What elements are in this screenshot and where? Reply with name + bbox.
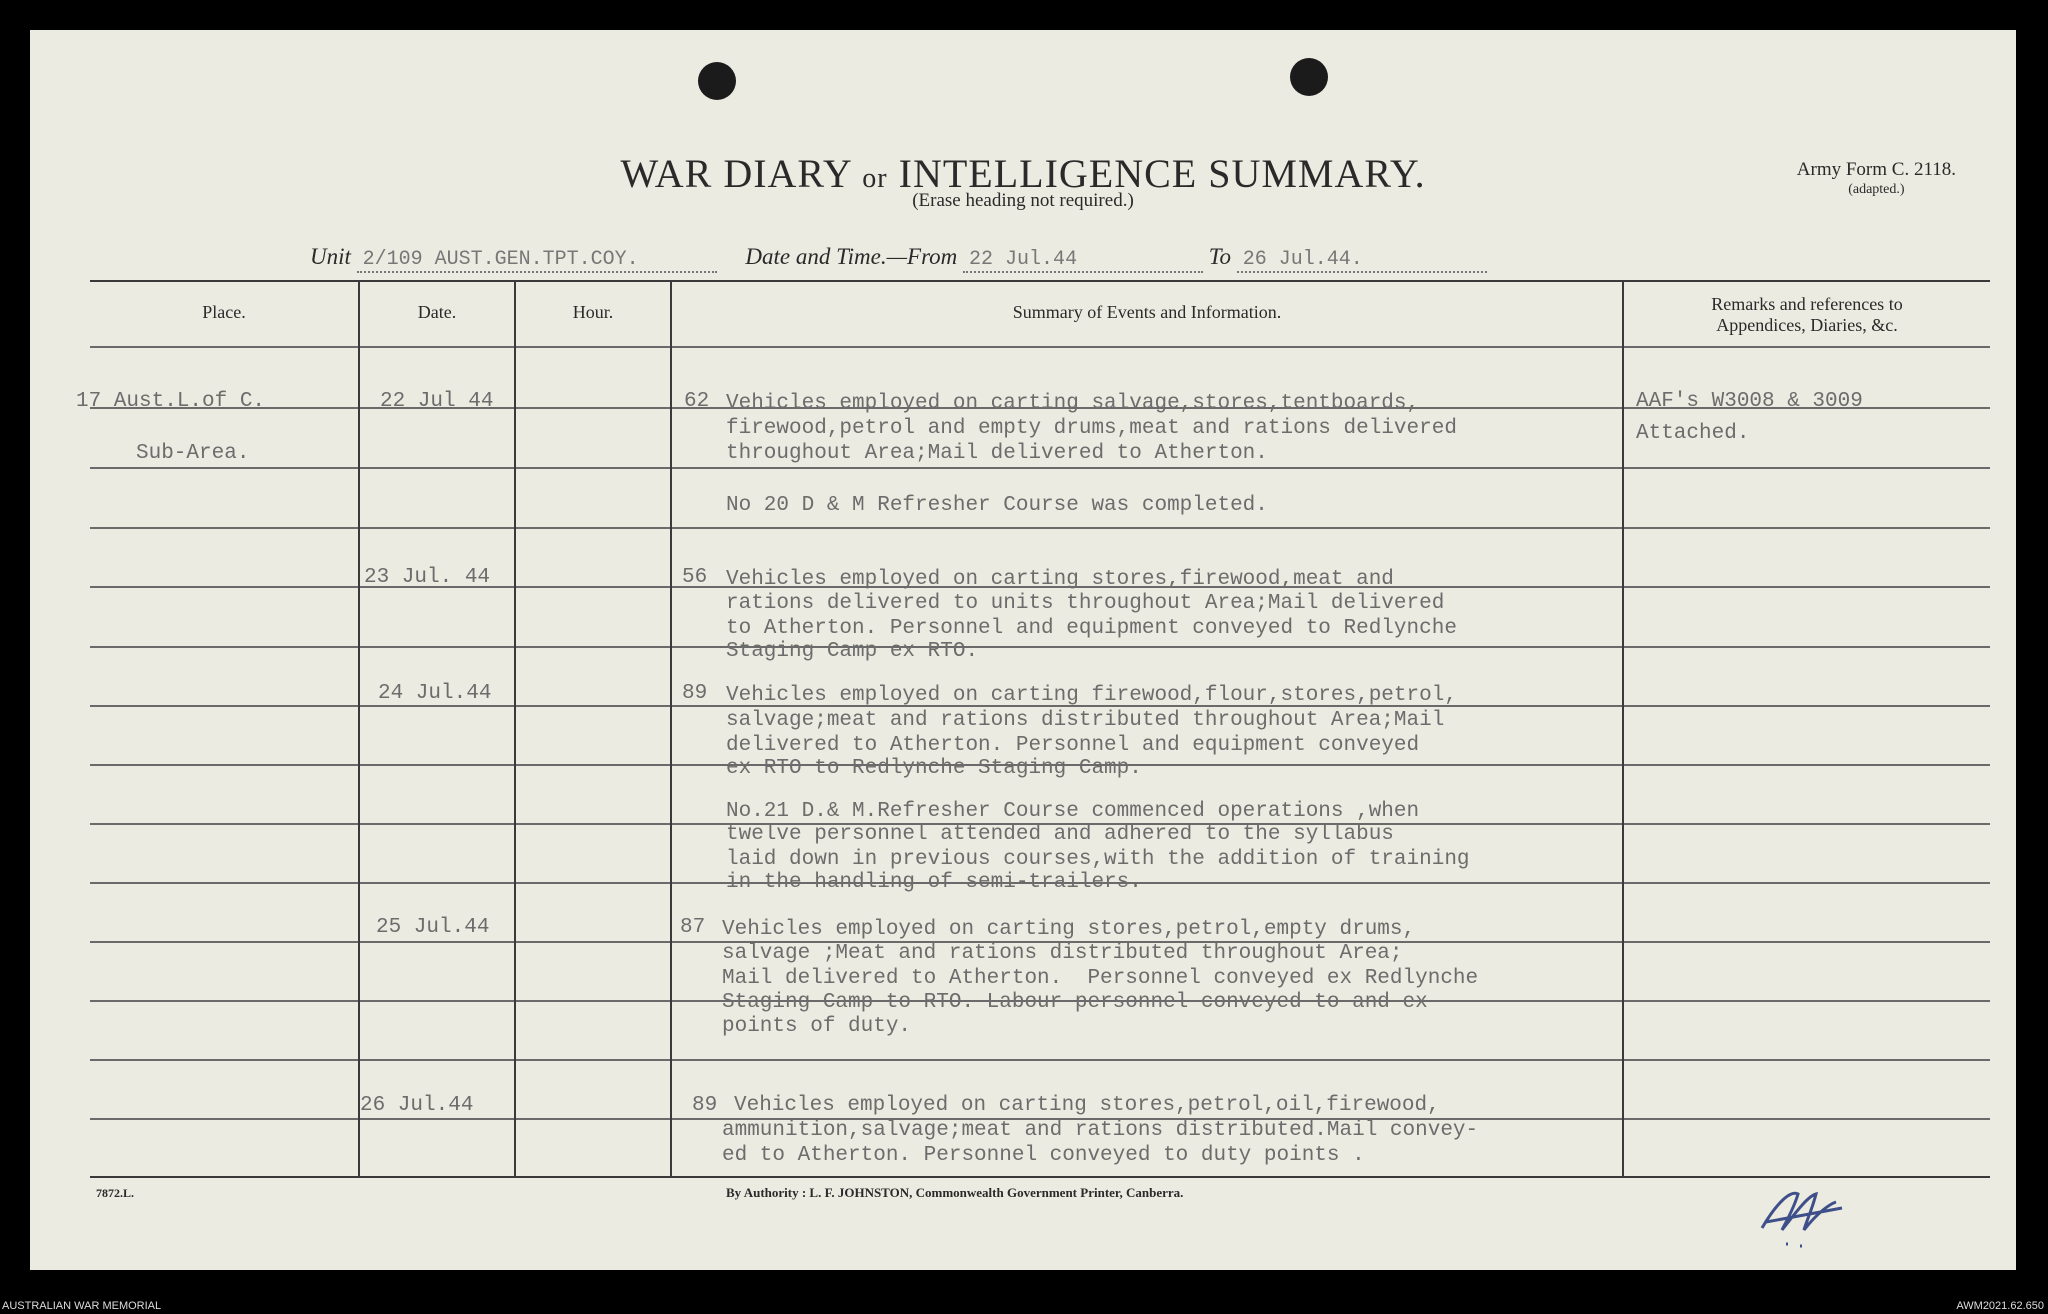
place-text: Sub-Area. [136,442,250,465]
vehicle-count: 87 [680,916,706,939]
entry-line: Vehicles employed on carting firewood,flour,stores,petrol, [726,684,1457,707]
entry-line: firewood,petrol and empty drums,meat and rations delivered [726,417,1457,440]
entry-line: ammunition,salvage;meat and rations distributed.Mail convey- [722,1119,1479,1142]
entry-line: salvage ;Meat and rations distributed throughout Area; [722,942,1403,965]
entry-line: salvage;meat and rations distributed throughout Area;Mail [726,709,1445,732]
diary-page [30,30,2016,1270]
column-rule [514,280,516,1176]
table-top-rule [90,280,1990,282]
date-text: 25 Jul.44 [376,916,490,939]
column-rule [358,280,360,1176]
column-rule [1622,280,1624,1176]
column-header-summary: Summary of Events and Information. [1012,302,1282,322]
row-rule [90,646,1990,648]
remarks-text: Attached. [1636,422,1750,445]
entry-line: points of duty. [722,1015,912,1038]
unit-value: 2/109 AUST.GEN.TPT.COY. [362,248,639,271]
entry-line: delivered to Atherton. Personnel and equipment conveyed [726,734,1420,757]
entry-line: twelve personnel attended and adhered to the syllabus [726,823,1394,846]
row-rule [90,527,1990,529]
entry-line: throughout Area;Mail delivered to Atherton. [726,442,1268,465]
entry-line: Staging Camp ex RTO. [726,640,979,663]
row-rule [90,1059,1990,1061]
vehicle-count: 62 [684,390,710,413]
remarks-text: AAF's W3008 & 3009 [1636,390,1863,413]
column-rule [670,280,672,1176]
table-bottom-rule [90,1176,1990,1178]
entry-line: No.21 D.& M.Refresher Course commenced operations ,when [726,800,1420,823]
entry-line: Vehicles employed on carting stores,petrol,empty drums, [722,918,1416,941]
signature-mark [1746,1164,1856,1256]
entry-line: Mail delivered to Atherton. Personnel conveyed ex Redlynche [722,967,1479,990]
unit-line: Unit 2/109 AUST.GEN.TPT.COY. Date and Time.—From 22 Jul.44 To 26 Jul.44. [310,244,1487,273]
entry-line: Staging Camp to RTO. Labour personnel conveyed to and ex [722,991,1428,1014]
vehicle-count: 56 [682,566,708,589]
form-code: 7872.L. [96,1186,135,1200]
date-text: 24 Jul.44 [378,682,492,705]
place-text: 17 Aust.L.of C. [76,390,266,413]
punch-hole [698,62,736,100]
entry-line: Vehicles employed on carting stores,firewood,meat and [726,568,1394,591]
column-header-date: Date. [417,302,457,322]
page-subtitle: (Erase heading not required.) [912,190,1134,211]
entry-line: No 20 D & M Refresher Course was completed. [726,494,1268,517]
column-header-place: Place. [202,302,246,322]
column-header-hour: Hour. [572,302,614,322]
entry-line: laid down in previous courses,with the addition of training [726,848,1470,871]
entry-line: ex RTO to Redlynche Staging Camp. [726,757,1142,780]
vehicle-count: 89 [692,1094,718,1117]
archive-id: AWM2021.62.650 [1956,1300,2044,1312]
archive-credit: AUSTRALIAN WAR MEMORIAL [2,1300,162,1312]
date-to: 26 Jul.44. [1242,248,1363,271]
date-text: 23 Jul. 44 [364,566,491,589]
entry-line: Vehicles employed on carting salvage,stores,tentboards, [726,392,1420,415]
printer-authority: By Authority : L. F. JOHNSTON, Commonwealth Government Printer, Canberra. [726,1185,1184,1200]
entry-line: Vehicles employed on carting stores,petrol,oil,firewood, [734,1094,1440,1117]
page-title: WAR DIARY or INTELLIGENCE SUMMARY. [620,151,1426,196]
header-bottom-rule [90,346,1990,348]
entry-line: rations delivered to units throughout Area;Mail delivered [726,592,1445,615]
punch-hole [1290,58,1328,96]
date-from: 22 Jul.44 [969,248,1078,271]
entry-line: ed to Atherton. Personnel conveyed to duty points . [722,1144,1365,1167]
entry-line: to Atherton. Personnel and equipment conveyed to Redlynche [726,617,1457,640]
row-rule [90,467,1990,469]
form-number: Army Form C. 2118. (adapted.) [1796,159,1956,197]
vehicle-count: 89 [682,682,708,705]
date-text: 22 Jul 44 [380,390,494,413]
date-text: 26 Jul.44 [360,1094,474,1117]
column-header-remarks: Remarks and references to Appendices, Diaries, &c. [1711,294,1903,335]
entry-line: in the handling of semi-trailers. [726,871,1142,894]
